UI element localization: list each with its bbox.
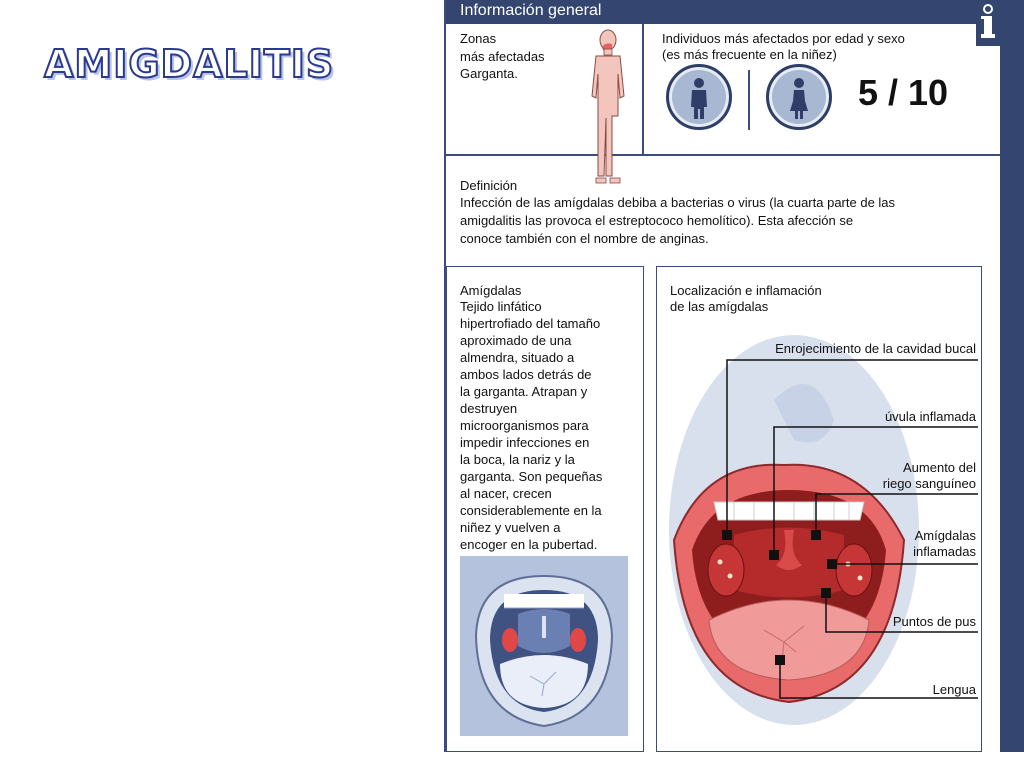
callout-amigdalas-line1: Amígdalas xyxy=(914,528,976,543)
callout-pus: Puntos de pus xyxy=(892,614,976,629)
amigdalas-line: garganta. Son pequeñas xyxy=(460,469,603,484)
zonas-heading: Zonas xyxy=(460,31,497,46)
definicion-line2: amigdalitis las provoca el estreptococo hemolítico). Esta afección se xyxy=(460,213,854,228)
callout-uvula: úvula inflamada xyxy=(884,409,976,424)
amigdalas-line: aproximado de una xyxy=(460,333,572,348)
stat-value: 5 / 10 xyxy=(858,72,949,113)
amigdalas-line: destruyen xyxy=(460,401,518,416)
amigdalas-line: microorganismos para xyxy=(460,418,589,433)
amigdalas-heading: Amígdalas xyxy=(460,283,522,298)
localizacion-line1: Localización e inflamación xyxy=(670,283,822,298)
amigdalas-line: considerablemente en la xyxy=(460,503,602,518)
callout-amigdalas-line2: inflamadas xyxy=(913,544,976,559)
localizacion-line2: de las amígdalas xyxy=(670,299,769,314)
header-title: Información general xyxy=(460,2,602,19)
amigdalas-line: ambos lados detrás de xyxy=(460,367,592,382)
individuos-line2: (es más frecuente en la niñez) xyxy=(662,47,837,62)
page-title: AMIGDALITIS xyxy=(44,42,335,86)
amigdalas-line: la boca, la nariz y la xyxy=(460,452,575,467)
zonas-line2: Garganta. xyxy=(460,66,518,81)
definicion-line3: conoce también con el nombre de anginas. xyxy=(460,231,709,246)
definicion-heading: Definición xyxy=(460,178,518,193)
zonas-line1: más afectadas xyxy=(460,49,545,64)
callout-aumento-line1: Aumento del xyxy=(903,460,976,475)
callout-enrojecimiento: Enrojecimiento de la cavidad bucal xyxy=(775,341,976,356)
individuos-line1: Individuos más afectados por edad y sexo xyxy=(662,31,905,46)
amigdalas-line: hipertrofiado del tamaño xyxy=(460,316,601,331)
amigdalas-line: impedir infecciones en xyxy=(460,435,590,450)
amigdalas-line: encoger en la pubertad. xyxy=(460,537,598,552)
definicion-line1: Infección de las amígdalas debiba a bacterias o virus (la cuarta parte de las xyxy=(460,195,896,210)
amigdalas-line: almendra, situado a xyxy=(460,350,575,365)
callout-aumento-line2: riego sanguíneo xyxy=(882,476,976,491)
amigdalas-line: Tejido linfático xyxy=(460,299,542,314)
amigdalas-line: al nacer, crecen xyxy=(460,486,552,501)
callout-lengua: Lengua xyxy=(932,682,976,697)
amigdalas-line: la garganta. Atrapan y xyxy=(460,384,588,399)
amigdalas-line: niñez y vuelven a xyxy=(460,520,561,535)
